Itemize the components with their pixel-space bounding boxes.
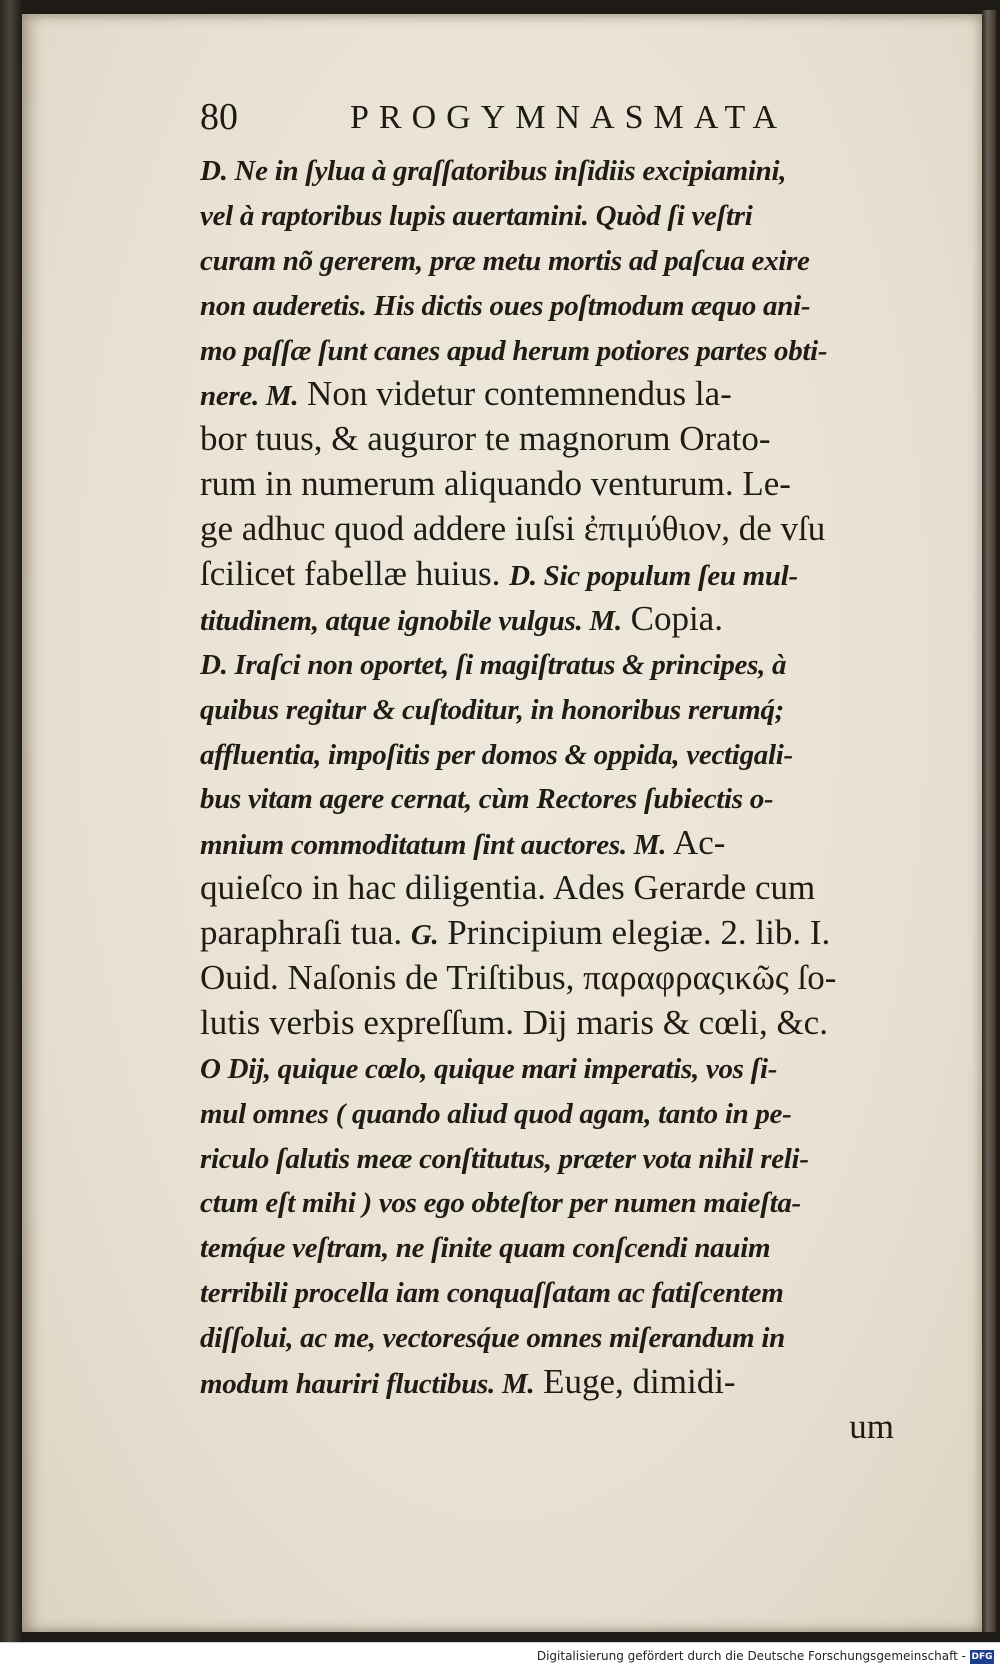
text-line — [200, 283, 940, 328]
roman-text: Euge, dimidi- — [534, 1362, 736, 1402]
roman-text: ſcilicet fabellæ huius. — [200, 554, 510, 594]
text-line — [200, 642, 940, 687]
italic-text: M. — [265, 380, 299, 413]
text-line — [200, 866, 940, 911]
roman-text: Principium elegiæ. 2. lib. I. — [438, 913, 831, 953]
text-line — [200, 1136, 940, 1181]
text-line — [200, 1001, 940, 1046]
roman-text: bor tuus, & auguror te magnorum Orato- — [200, 419, 771, 459]
text-block — [200, 148, 940, 1450]
italic-text: modum hauriri fluctibus. — [200, 1368, 502, 1401]
text-line — [200, 776, 940, 821]
italic-text: vel à raptoribus lupis auertamini. Quòd ſi veſtri — [200, 199, 753, 232]
italic-text: quibus regitur & cuſtoditur, in honoribus rerumq́; — [200, 693, 785, 726]
text-line — [200, 1046, 940, 1091]
italic-text: bus vitam agere cernat, cùm Rectores ſubiectis o- — [200, 783, 774, 816]
text-line — [200, 1360, 940, 1405]
text-line — [200, 193, 940, 238]
italic-text: temq́ue veſtram, ne ſinite quam conſcendi nauim — [200, 1232, 771, 1265]
digitization-footer — [0, 1642, 1000, 1673]
italic-text: G. — [410, 919, 439, 952]
text-line — [200, 956, 940, 1001]
dfg-logo: DFG — [971, 1652, 993, 1662]
text-line — [200, 1180, 940, 1225]
text-line — [200, 911, 940, 956]
italic-text: O Dij, quique cœlo, quique mari imperatis, vos ſi- — [200, 1052, 778, 1085]
italic-text: nere. — [200, 380, 266, 413]
italic-text: curam nõ gererem, præ metu mortis ad paſcua exire — [200, 244, 810, 277]
italic-text: M. — [589, 604, 622, 637]
italic-text: mo paſſæ ſunt canes apud herum potiores partes obti- — [200, 334, 828, 367]
text-line — [200, 597, 940, 642]
italic-text: M. — [501, 1368, 535, 1401]
page-header — [200, 95, 800, 145]
text-line — [200, 1315, 940, 1360]
roman-text: Non videtur contemnendus la- — [298, 374, 732, 414]
text-line — [200, 1091, 940, 1136]
text-line — [200, 732, 940, 777]
italic-text: D. Iraſci non oportet, ſi magiſtratus & principes, à — [200, 648, 787, 681]
italic-text: M. — [633, 829, 667, 862]
roman-text: quieſco in hac diligentia. Ades Gerarde cum — [200, 868, 816, 908]
text-line — [200, 238, 940, 283]
text-line — [200, 687, 940, 732]
book-edge — [982, 10, 996, 1632]
italic-text: D. Sic populum ſeu mul- — [509, 560, 798, 593]
text-line — [200, 417, 940, 462]
running-title: PROGYMNASMATA — [350, 99, 788, 136]
text-line — [200, 552, 940, 597]
text-line — [200, 1225, 940, 1270]
roman-text: Ac- — [666, 823, 726, 863]
catchword: um — [849, 1406, 894, 1446]
roman-text: ge adhuc quod addere iuſsi ἐπιμύθιον, de vſu — [200, 509, 826, 549]
italic-text: affluentia, impoſitis per domos & oppida, vectigali- — [200, 738, 793, 771]
roman-text: Ouid. Naſonis de Triſtibus, παραφραςικῶς ſo- — [200, 958, 837, 998]
text-line — [200, 328, 940, 373]
roman-text: Copia. — [621, 598, 723, 638]
footer-credit: Digitalisierung gefördert durch die Deutsche Forschungsgemeinschaft - — [536, 1649, 966, 1663]
italic-text: non auderetis. His dictis oues poſtmodum æquo ani- — [200, 289, 811, 322]
roman-text: paraphraſi tua. — [200, 913, 411, 953]
italic-text: mul omnes ( quando aliud quod agam, tanto in pe- — [200, 1097, 792, 1130]
text-line — [200, 372, 940, 417]
text-line — [200, 821, 940, 866]
text-line — [200, 462, 940, 507]
roman-text: rum in numerum aliquando venturum. Le- — [200, 464, 791, 504]
page-number: 80 — [200, 96, 238, 138]
text-line — [200, 507, 940, 552]
text-line — [200, 1270, 940, 1315]
text-line — [200, 148, 940, 193]
italic-text: terribili procella iam conquaſſatam ac fatiſcentem — [200, 1277, 784, 1310]
italic-text: D. Ne in ſylua à graſſatoribus inſidiis excipiamini, — [200, 155, 787, 187]
italic-text: titudinem, atque ignobile vulgus. — [200, 604, 590, 637]
italic-text: ctum eſt mihi ) vos ego obteſtor per numen maieſta- — [200, 1187, 801, 1220]
roman-text: lutis verbis expreſſum. Dij maris & cœli, &c. — [200, 1002, 828, 1042]
italic-text: mnium commoditatum ſint auctores. — [200, 829, 634, 862]
italic-text: riculo ſalutis meæ conſtitutus, præter vota nihil reli- — [200, 1142, 809, 1175]
italic-text: diſſolui, ac me, vectoresq́ue omnes miſerandum in — [200, 1322, 785, 1355]
